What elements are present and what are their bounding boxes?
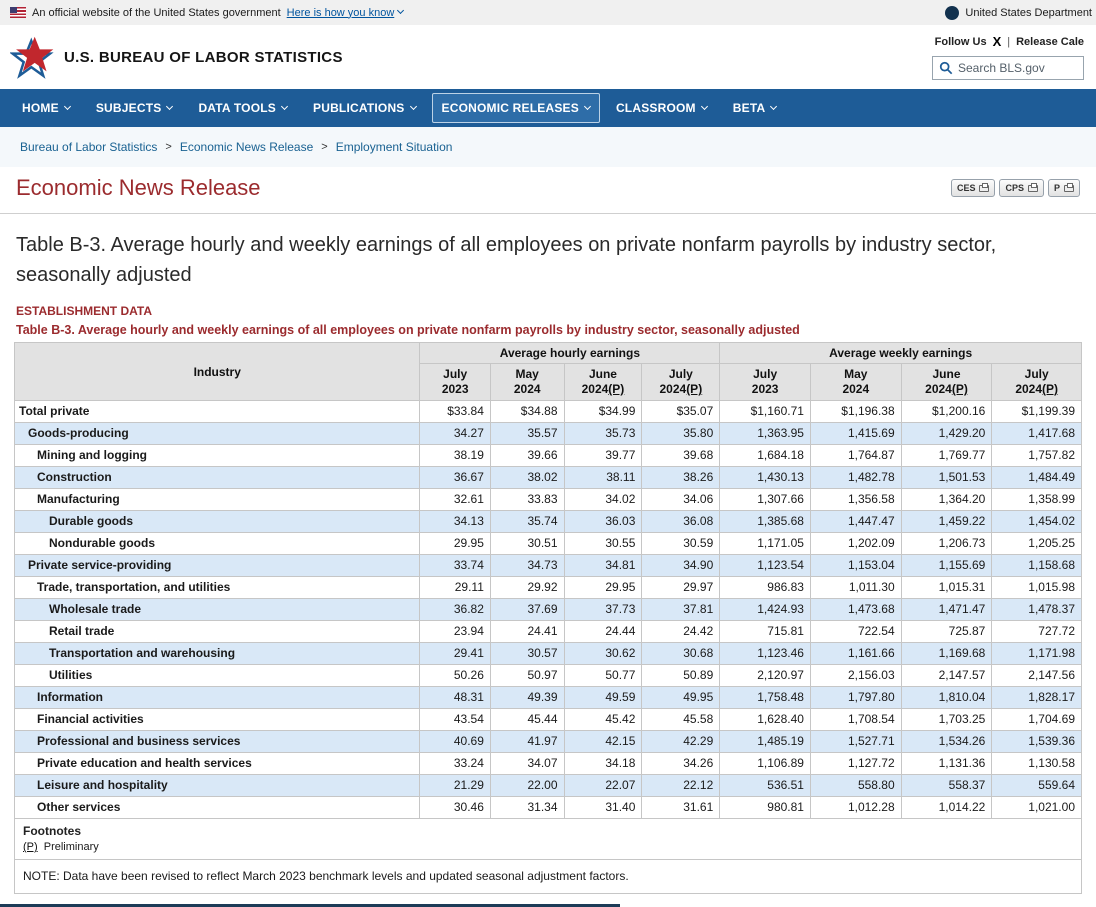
column-header-weekly-july-2023 [720,364,811,401]
table-row [15,489,1082,511]
nav-item-data-tools[interactable] [188,93,297,123]
table-row [15,533,1082,555]
value-cell: 1,169.68 [901,643,992,665]
value-cell: 34.02 [564,489,642,511]
mini-btn-label: CES [956,183,976,193]
value-cell: 39.77 [564,445,642,467]
primary-nav [0,89,1096,127]
nav-item-label: HOME [22,101,59,115]
value-cell: 1,205.25 [992,533,1082,555]
value-cell: 24.41 [490,621,564,643]
breadcrumb-separator: > [165,141,172,153]
value-cell: 38.11 [564,467,642,489]
header-right [932,34,1086,80]
value-cell: 1,012.28 [810,797,901,819]
main-content [0,230,1096,894]
site-header [0,25,1096,89]
industry-cell: Other services [15,797,420,819]
industry-cell: Mining and logging [15,445,420,467]
value-cell: $33.84 [420,401,490,423]
value-cell: 1,415.69 [810,423,901,445]
breadcrumb [0,127,1096,167]
column-header-hourly-june-2024 [564,364,642,401]
value-cell: 36.03 [564,511,642,533]
value-cell: 1,764.87 [810,445,901,467]
nav-item-publications[interactable] [303,93,426,123]
value-cell: 1,430.13 [720,467,811,489]
value-cell: 40.69 [420,731,490,753]
footnote-p-link[interactable]: (P) [23,841,38,853]
value-cell: 50.26 [420,665,490,687]
value-cell: 43.54 [420,709,490,731]
industry-cell: Financial activities [15,709,420,731]
table-row [15,511,1082,533]
value-cell: 50.97 [490,665,564,687]
industry-cell: Durable goods [15,511,420,533]
nav-item-label: DATA TOOLS [198,101,276,115]
chevron-down-icon [64,103,71,110]
column-month: July [753,367,778,381]
table-note: NOTE: Data have been revised to reflect March 2023 benchmark levels and updated seasonal adjustment factors. [15,859,1081,893]
value-cell: 1,501.53 [901,467,992,489]
table-row [15,665,1082,687]
column-month: July [443,367,468,381]
value-cell: 50.77 [564,665,642,687]
column-year: 2024(P) [925,382,968,396]
site-title: U.S. BUREAU OF LABOR STATISTICS [64,48,343,66]
value-cell: 986.83 [720,577,811,599]
value-cell: 1,459.22 [901,511,992,533]
ces-print-button[interactable] [951,179,996,197]
bls-logo-icon [10,35,56,79]
search-icon[interactable] [939,61,953,75]
value-cell: 1,484.49 [992,467,1082,489]
dept-text: United States Department [965,6,1092,19]
column-month: July [1024,367,1049,381]
chevron-down-icon [409,103,416,110]
value-cell: 37.81 [642,599,720,621]
table-row [15,797,1082,819]
value-cell: 1,757.82 [992,445,1082,467]
industry-cell: Construction [15,467,420,489]
cps-print-button[interactable] [999,179,1044,197]
column-month: July [668,367,693,381]
title-row [0,167,1096,214]
value-cell: 49.39 [490,687,564,709]
release-toolbar [951,179,1080,197]
column-year: 2024 [842,382,870,396]
value-cell: $34.99 [564,401,642,423]
industry-cell: Manufacturing [15,489,420,511]
table-row [15,643,1082,665]
value-cell: 29.95 [564,577,642,599]
industry-cell: Goods-producing [15,423,420,445]
column-header-weekly-june-2024 [901,364,992,401]
value-cell: 36.67 [420,467,490,489]
nav-item-classroom[interactable] [606,93,717,123]
value-cell: 42.29 [642,731,720,753]
column-month: May [515,367,539,381]
main-heading: Table B-3. Average hourly and weekly earnings of all employees on private nonfarm payrolls by industry sector, seasonally adjusted [16,234,997,286]
column-year: 2023 [751,382,779,396]
industry-cell: Retail trade [15,621,420,643]
table-row [15,445,1082,467]
value-cell: 35.73 [564,423,642,445]
table-row [15,423,1082,445]
group-header-hourly: Average hourly earnings [420,343,720,364]
value-cell: 1,769.77 [901,445,992,467]
nav-item-subjects[interactable] [86,93,183,123]
value-cell: $1,160.71 [720,401,811,423]
value-cell: 21.29 [420,775,490,797]
value-cell: 30.55 [564,533,642,555]
x-social-icon[interactable]: X [992,34,1002,49]
value-cell: 30.57 [490,643,564,665]
value-cell: 1,364.20 [901,489,992,511]
column-header-weekly-may-2024 [810,364,901,401]
value-cell: 2,147.56 [992,665,1082,687]
value-cell: 34.18 [564,753,642,775]
value-cell: 22.00 [490,775,564,797]
value-cell: 38.02 [490,467,564,489]
column-header-hourly-july-2023 [420,364,490,401]
table-row [15,687,1082,709]
value-cell: 30.68 [642,643,720,665]
chevron-down-icon [397,7,404,14]
industry-cell: Professional and business services [15,731,420,753]
value-cell: 1,703.25 [901,709,992,731]
value-cell: $35.07 [642,401,720,423]
breadcrumb-separator: > [321,141,328,153]
industry-cell: Nondurable goods [15,533,420,555]
group-header-row [15,343,1082,364]
value-cell: 34.90 [642,555,720,577]
value-cell: 1,708.54 [810,709,901,731]
nav-item-label: PUBLICATIONS [313,101,405,115]
how-you-know-link[interactable]: Here is how you know [286,6,395,19]
value-cell: 1,417.68 [992,423,1082,445]
footnotes-heading: Footnotes [23,824,81,838]
value-cell: 35.57 [490,423,564,445]
footnote-link[interactable]: (P) [608,382,625,396]
value-cell: 34.26 [642,753,720,775]
table-row [15,775,1082,797]
value-cell: 34.07 [490,753,564,775]
value-cell: 536.51 [720,775,811,797]
search-input[interactable] [958,61,1077,75]
column-month: May [844,367,868,381]
value-cell: 24.42 [642,621,720,643]
value-cell: 725.87 [901,621,992,643]
value-cell: 31.40 [564,797,642,819]
value-cell: 39.68 [642,445,720,467]
value-cell: 49.59 [564,687,642,709]
page-title: Economic News Release [16,175,261,200]
table-row [15,599,1082,621]
industry-cell: Private service-providing [15,555,420,577]
release-calendar-link[interactable]: Release Cale [1016,35,1084,48]
value-cell: 50.89 [642,665,720,687]
value-cell: 1,206.73 [901,533,992,555]
value-cell: 1,539.36 [992,731,1082,753]
mini-btn-label: CPS [1005,183,1024,193]
value-cell: 1,628.40 [720,709,811,731]
value-cell: 1,011.30 [810,577,901,599]
table-row [15,401,1082,423]
value-cell: 30.59 [642,533,720,555]
value-cell: 1,424.93 [720,599,811,621]
value-cell: 1,307.66 [720,489,811,511]
column-header-weekly-july-2024 [992,364,1082,401]
value-cell: 38.19 [420,445,490,467]
value-cell: 980.81 [720,797,811,819]
value-cell: 1,454.02 [992,511,1082,533]
value-cell: 1,447.47 [810,511,901,533]
value-cell: 39.66 [490,445,564,467]
value-cell: 1,158.68 [992,555,1082,577]
industry-cell: Trade, transportation, and utilities [15,577,420,599]
industry-cell: Utilities [15,665,420,687]
dept-seal-icon [945,6,959,20]
value-cell: 33.74 [420,555,490,577]
value-cell: 1,527.71 [810,731,901,753]
value-cell: 1,482.78 [810,467,901,489]
value-cell: 29.41 [420,643,490,665]
value-cell: 33.83 [490,489,564,511]
value-cell: 34.73 [490,555,564,577]
value-cell: 30.46 [420,797,490,819]
printer-icon [979,185,989,192]
value-cell: 29.95 [420,533,490,555]
column-year: 2024(P) [659,382,703,396]
search-box [932,56,1084,80]
value-cell: 1,202.09 [810,533,901,555]
value-cell: 33.24 [420,753,490,775]
industry-cell: Private education and health services [15,753,420,775]
column-year: 2024(P) [581,382,625,396]
value-cell: 34.81 [564,555,642,577]
value-cell: 1,171.98 [992,643,1082,665]
value-cell: 36.82 [420,599,490,621]
industry-cell: Information [15,687,420,709]
value-cell: 30.62 [564,643,642,665]
industry-cell: Leisure and hospitality [15,775,420,797]
value-cell: 30.51 [490,533,564,555]
value-cell: 1,356.58 [810,489,901,511]
footnote-link[interactable]: (P) [686,382,703,396]
earnings-table [14,342,1082,819]
table-row [15,467,1082,489]
value-cell: 1,684.18 [720,445,811,467]
value-cell: 31.34 [490,797,564,819]
column-month: June [588,367,617,381]
column-year: 2023 [441,382,469,396]
industry-cell: Total private [15,401,420,423]
footnote-link[interactable]: (P) [951,382,968,396]
value-cell: $1,196.38 [810,401,901,423]
mini-btn-label: P [1053,183,1060,193]
value-cell: 49.95 [642,687,720,709]
follow-row [935,34,1084,49]
value-cell: 22.07 [564,775,642,797]
column-header-hourly-may-2024 [490,364,564,401]
value-cell: 36.08 [642,511,720,533]
value-cell: 2,120.97 [720,665,811,687]
value-cell: 1,704.69 [992,709,1082,731]
value-cell: 37.73 [564,599,642,621]
footnote-link[interactable]: (P) [1042,382,1059,396]
value-cell: $1,200.16 [901,401,992,423]
value-cell: 41.97 [490,731,564,753]
value-cell: 45.58 [642,709,720,731]
value-cell: 558.37 [901,775,992,797]
table-row [15,577,1082,599]
nav-item-label: CLASSROOM [615,101,696,115]
chevron-down-icon [701,103,708,110]
value-cell: 23.94 [420,621,490,643]
value-cell: 1,127.72 [810,753,901,775]
p-print-button[interactable] [1048,179,1080,197]
footnote-p-text: Preliminary [43,841,99,853]
value-cell: 1,171.05 [720,533,811,555]
value-cell: 48.31 [420,687,490,709]
footnote-preliminary [23,841,1073,853]
value-cell: 1,385.68 [720,511,811,533]
value-cell: 29.11 [420,577,490,599]
printer-icon [1028,185,1038,192]
value-cell: 24.44 [564,621,642,643]
industry-cell: Wholesale trade [15,599,420,621]
value-cell: 34.27 [420,423,490,445]
chevron-down-icon [584,103,591,110]
nav-item-economic-releases[interactable] [432,93,600,123]
footnotes-section [15,819,1081,859]
value-cell: 35.74 [490,511,564,533]
value-cell: 558.80 [810,775,901,797]
value-cell: 1,015.98 [992,577,1082,599]
value-cell: 1,153.04 [810,555,901,577]
column-year: 2024 [513,382,541,396]
value-cell: 1,155.69 [901,555,992,577]
value-cell: 1,534.26 [901,731,992,753]
table-row [15,731,1082,753]
value-cell: 1,797.80 [810,687,901,709]
value-cell: 34.13 [420,511,490,533]
value-cell: 1,471.47 [901,599,992,621]
column-header-hourly-july-2024 [642,364,720,401]
value-cell: 1,161.66 [810,643,901,665]
value-cell: 1,473.68 [810,599,901,621]
breadcrumb-link[interactable]: Bureau of Labor Statistics [20,140,158,154]
value-cell: 31.61 [642,797,720,819]
value-cell: 1,810.04 [901,687,992,709]
value-cell: 1,014.22 [901,797,992,819]
nav-item-label: BETA [732,101,766,115]
value-cell: 1,758.48 [720,687,811,709]
establishment-data-label: ESTABLISHMENT DATA [16,304,152,318]
value-cell: 2,156.03 [810,665,901,687]
value-cell: $1,199.39 [992,401,1082,423]
value-cell: 34.06 [642,489,720,511]
value-cell: 1,123.46 [720,643,811,665]
value-cell: 1,021.00 [992,797,1082,819]
table-row [15,753,1082,775]
value-cell: 1,478.37 [992,599,1082,621]
value-cell: 1,485.19 [720,731,811,753]
value-cell: 42.15 [564,731,642,753]
value-cell: 715.81 [720,621,811,643]
value-cell: 37.69 [490,599,564,621]
value-cell: 38.26 [642,467,720,489]
value-cell: 45.42 [564,709,642,731]
value-cell: 1,106.89 [720,753,811,775]
group-header-weekly: Average weekly earnings [720,343,1082,364]
chevron-down-icon [166,103,173,110]
value-cell: 1,015.31 [901,577,992,599]
value-cell: 32.61 [420,489,490,511]
value-cell: 22.12 [642,775,720,797]
header-divider: | [1007,35,1011,48]
value-cell: 45.44 [490,709,564,731]
value-cell: 1,828.17 [992,687,1082,709]
value-cell: 1,358.99 [992,489,1082,511]
industry-cell: Transportation and warehousing [15,643,420,665]
value-cell: 29.97 [642,577,720,599]
value-cell: 1,363.95 [720,423,811,445]
value-cell: 727.72 [992,621,1082,643]
table-body [15,401,1082,819]
value-cell: 1,123.54 [720,555,811,577]
industry-header: Industry [15,343,420,401]
chevron-down-icon [770,103,777,110]
value-cell: 722.54 [810,621,901,643]
table-row [15,709,1082,731]
table-row [15,555,1082,577]
chevron-down-icon [281,103,288,110]
footnote-box [14,819,1082,894]
value-cell: 35.80 [642,423,720,445]
table-title: Table B-3. Average hourly and weekly earnings of all employees on private nonfarm payrolls by industry sector, seasonally adjusted [16,323,800,337]
follow-us-label: Follow Us [934,35,987,48]
banner-text: An official website of the United States government [32,6,281,19]
column-year: 2024(P) [1015,382,1059,396]
column-month: June [932,367,961,381]
value-cell: 2,147.57 [901,665,992,687]
value-cell: 559.64 [992,775,1082,797]
table-row [15,621,1082,643]
value-cell: 1,130.58 [992,753,1082,775]
nav-item-home[interactable] [12,93,80,123]
breadcrumb-link[interactable]: Economic News Release [179,140,314,154]
value-cell: 1,131.36 [901,753,992,775]
gov-banner [0,0,1096,25]
breadcrumb-link[interactable]: Employment Situation [335,140,453,154]
nav-item-beta[interactable] [723,93,787,123]
us-flag-icon [10,7,26,18]
printer-icon [1064,185,1074,192]
banner-dept [945,6,1092,20]
value-cell: $34.88 [490,401,564,423]
nav-item-label: SUBJECTS [95,101,162,115]
nav-item-label: ECONOMIC RELEASES [441,101,579,115]
value-cell: 29.92 [490,577,564,599]
value-cell: 1,429.20 [901,423,992,445]
